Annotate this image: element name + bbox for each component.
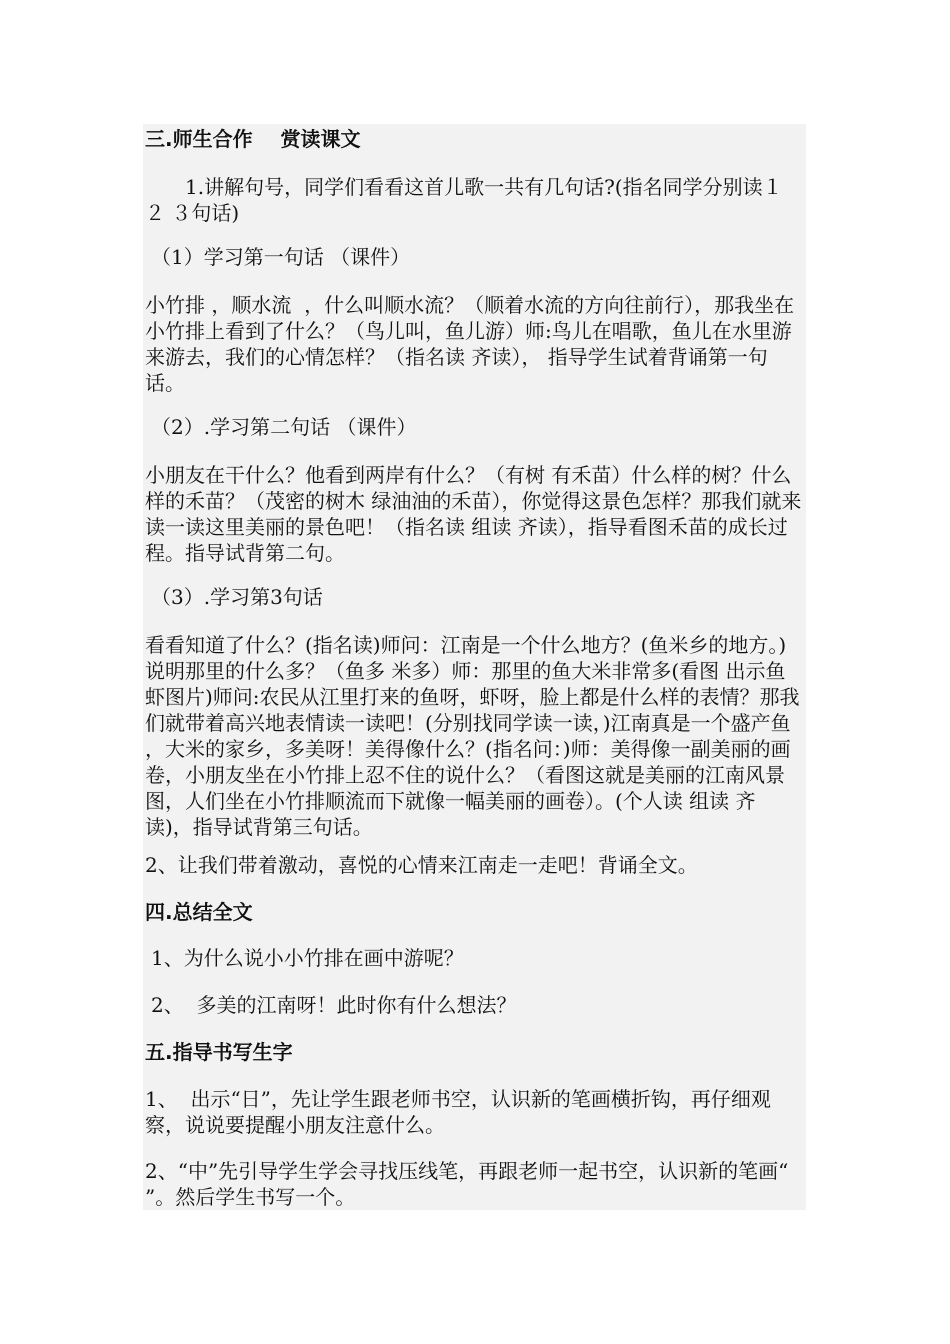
section-3-sub-1: （1）学习第一句话 （课件） — [151, 245, 411, 269]
section-3-paragraph-4: 看看知道了什么？(指名读)师问：江南是一个什么地方？(鱼米乡的地方。)说明那里的什么多？（鱼多 米多）师：那里的鱼大米非常多(看图 出示鱼虾图片)师问:农民从江里打来的鱼呀，虾呀，脸上都是什么样的表情？那我们就带着高兴地表情读一读吧！(分别找同学读一读，)江南真是一个盛产鱼 ，大米的家乡，多美呀！美得像什么？(指名问：)师：美得像一副美丽的画卷，小朋友坐在小竹排上忍不住的说什么？（看图这就是美丽的江南风景图，人们坐在小竹排顺流而下就像一幅美丽的画卷）。(个人读 组读 齐读)，指导试背第三句话。 — [145, 633, 800, 839]
document-content — [143, 124, 806, 1210]
section-5-paragraph-1: 1、 出示“日”，先让学生跟老师书空，认识新的笔画横折钩，再仔细观察，说说要提醒小朋友注意什么。 — [145, 1087, 771, 1137]
section-4-title: 四.总结全文 — [145, 900, 253, 924]
section-3-paragraph-5: 2、让我们带着激动，喜悦的心情来江南走一走吧！背诵全文。 — [145, 853, 698, 877]
section-3-sub-3: （3）.学习第3句话 — [151, 585, 323, 609]
section-3-paragraph-1: 1.讲解句号，同学们看看这首儿歌一共有几句话?(指名同学分别读１ ２ ３句话) — [145, 175, 789, 225]
section-5-paragraph-2: 2、“中”先引导学生学会寻找压线笔，再跟老师一起书空，认识新的笔画“ ”。然后学生书写一个。 — [145, 1159, 802, 1209]
section-4-question-2: 2、 多美的江南呀！此时你有什么想法？ — [151, 993, 517, 1017]
section-3-sub-2: （2）.学习第二句话 （课件） — [151, 415, 417, 439]
section-3-paragraph-2: 小竹排 ，顺水流 ，什么叫顺水流？（顺着水流的方向往前行），那我坐在小竹排上看到了什么？（鸟儿叫，鱼儿游）师:鸟儿在唱歌，鱼儿在水里游来游去，我们的心情怎样？（指名读 齐读）， 指导学生试着背诵第一句话。 — [145, 293, 795, 395]
section-3-paragraph-3: 小朋友在干什么？他看到两岸有什么？（有树 有禾苗）什么样的树？什么样的禾苗？（茂密的树木 绿油油的禾苗），你觉得这景色怎样？那我们就来读一读这里美丽的景色吧！（指名读 组读 齐读），指导看图禾苗的成长过程。指导试背第二句。 — [145, 463, 802, 565]
section-4-question-1: 1、为什么说小小竹排在画中游呢？ — [151, 946, 464, 970]
section-3-title: 三.师生合作 赏读课文 — [145, 127, 361, 151]
section-5-title: 五.指导书写生字 — [145, 1040, 293, 1064]
